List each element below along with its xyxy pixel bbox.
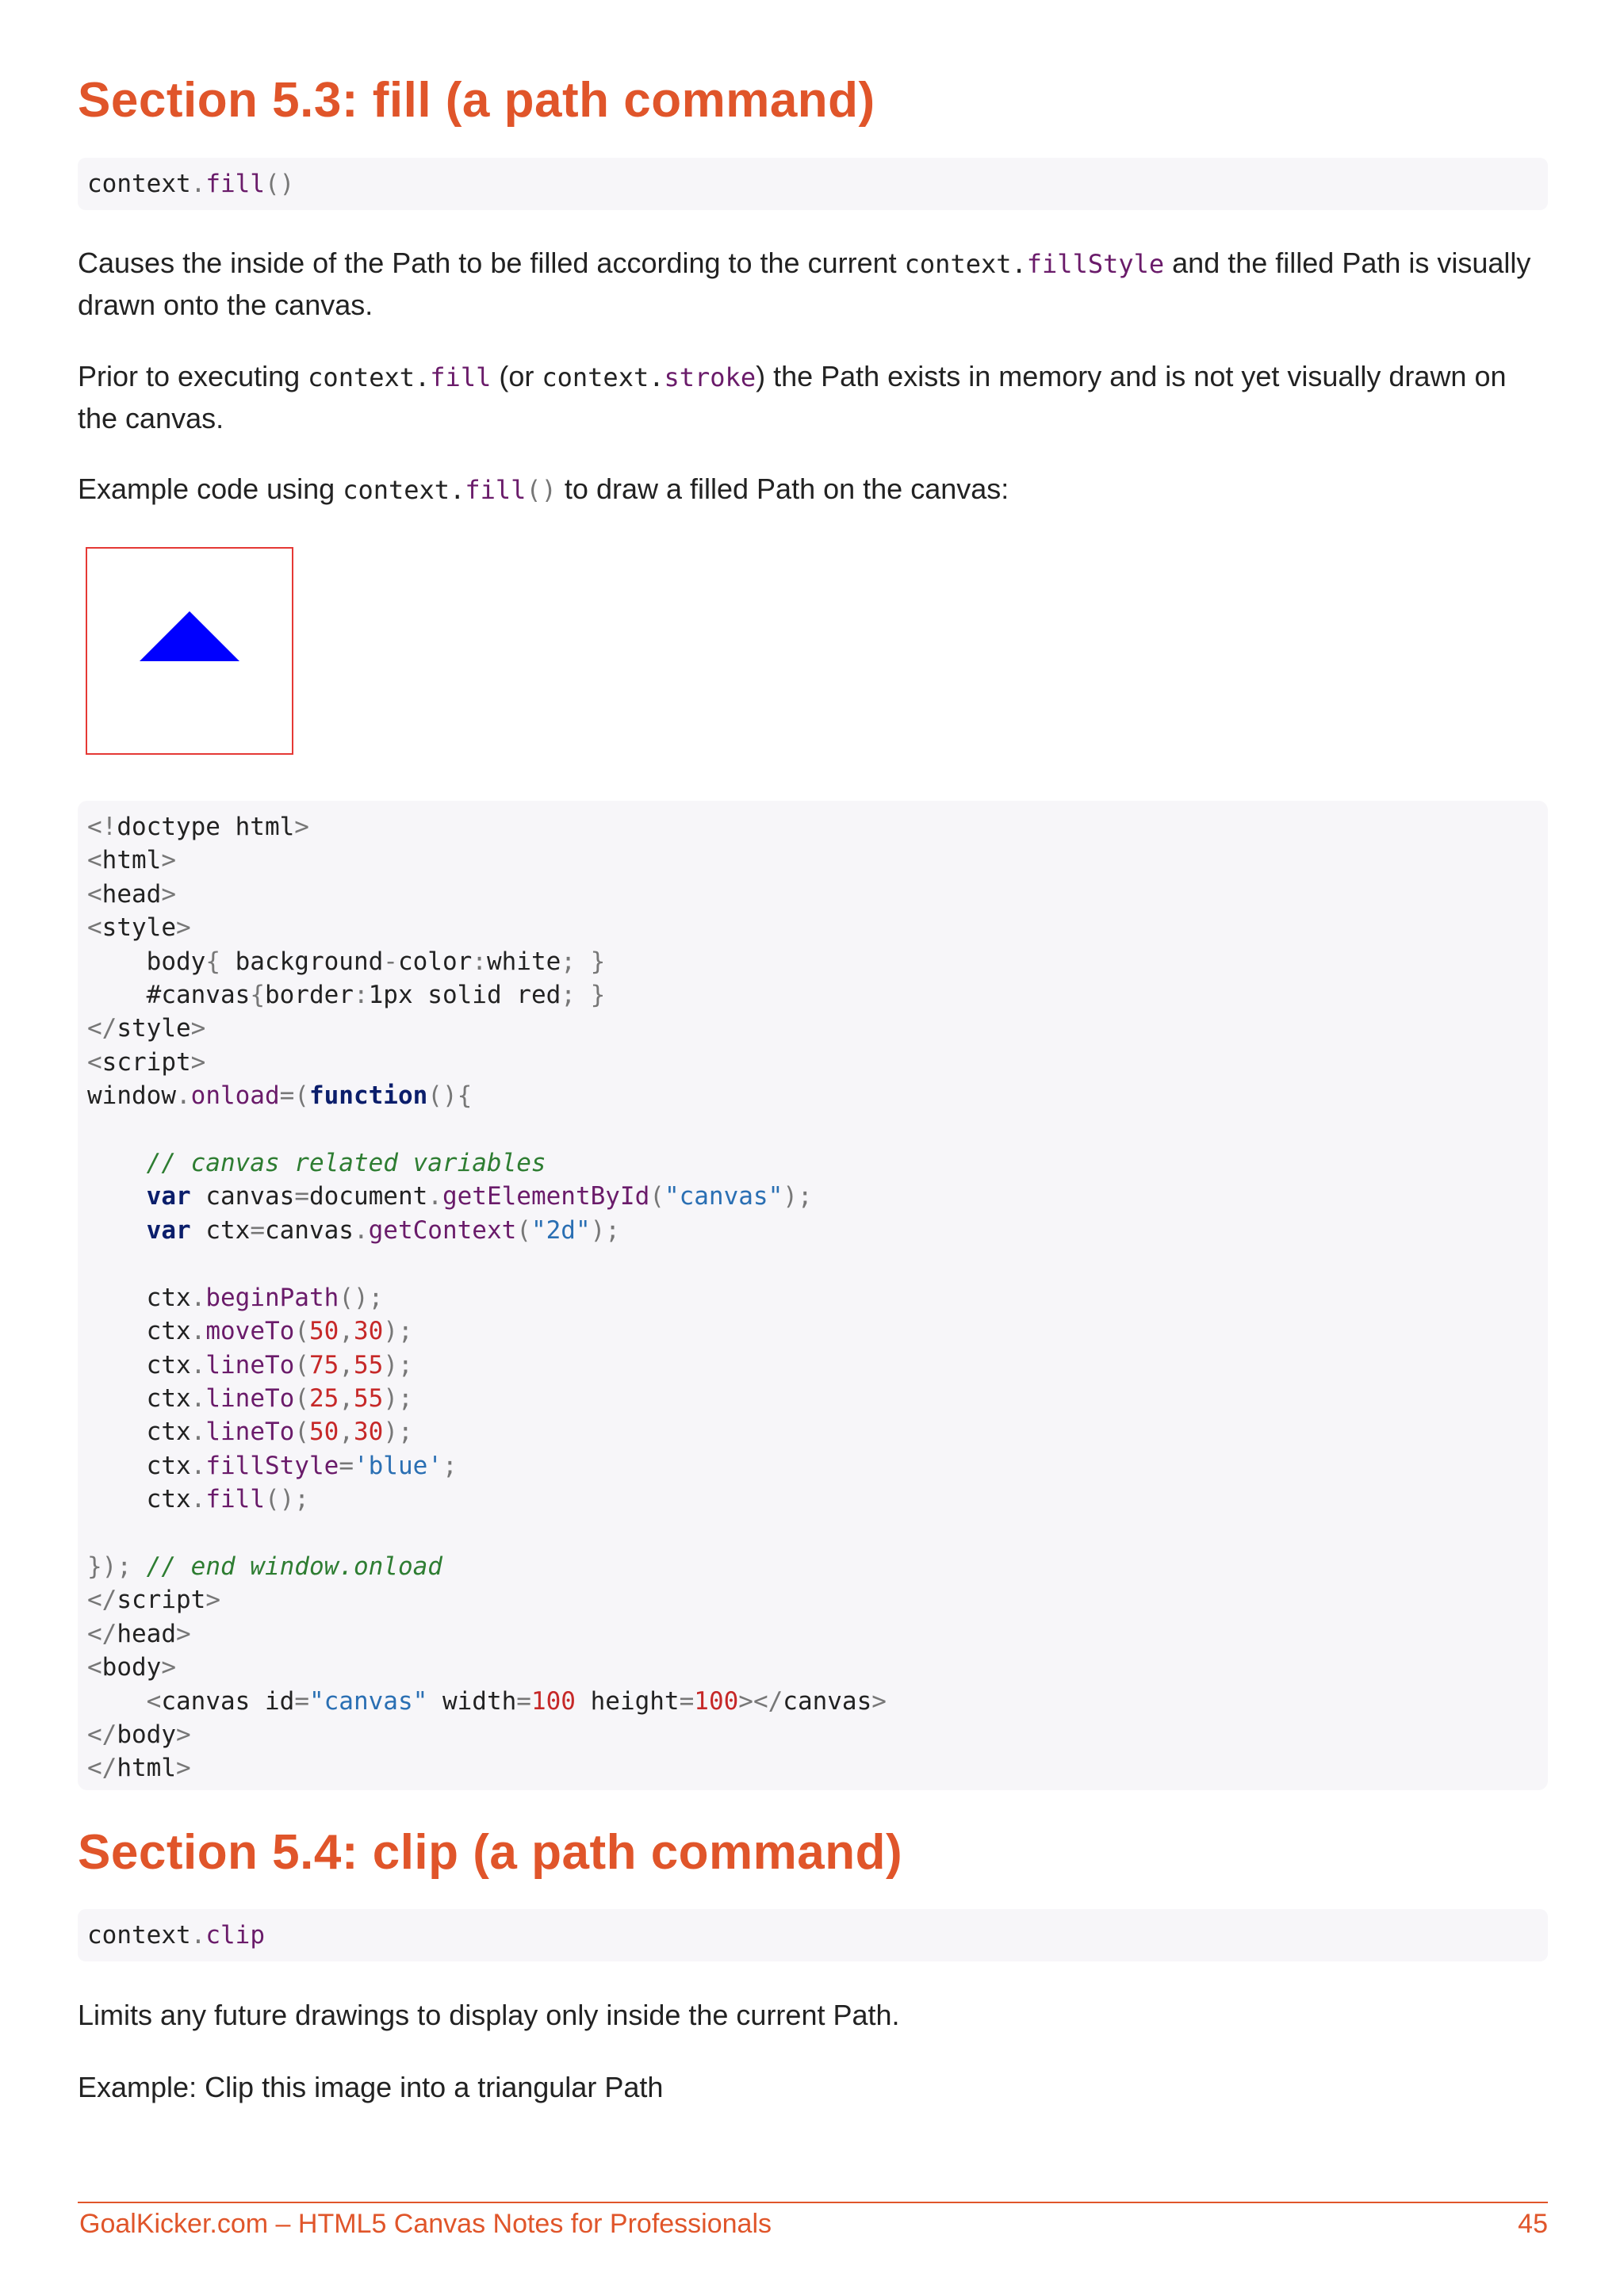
code-token: ); [383, 1383, 413, 1413]
paragraph-clip-description: Limits any future drawings to display only inside the current Path. [78, 1999, 900, 2031]
code-obj: context. [904, 249, 1027, 279]
code-token: document [308, 1182, 428, 1211]
code-token: { [250, 981, 265, 1010]
code-token: ( [516, 1215, 531, 1245]
inline-code-fill-call [343, 475, 557, 505]
code-token: . [190, 1383, 206, 1413]
paragraph-clip-example: Example: Clip this image into a triangular Path [78, 2071, 664, 2103]
code-token: > [161, 879, 176, 909]
code-token: getContext [368, 1215, 517, 1245]
code-token: 30 [353, 1418, 384, 1447]
code-token: . [190, 1350, 206, 1380]
code-token: canvas id [161, 1686, 295, 1716]
code-token: 50 [308, 1418, 339, 1447]
code-token: , [339, 1317, 354, 1346]
text-run: (or [491, 360, 542, 392]
code-token: 75 [308, 1350, 339, 1380]
code-token: body [117, 1720, 176, 1749]
code-token: > [176, 913, 191, 943]
code-token: ); [383, 1317, 413, 1346]
code-token: "2d" [530, 1215, 591, 1245]
code-token: </ [87, 1619, 117, 1648]
code-token: < [87, 913, 102, 943]
code-token: head [102, 879, 162, 909]
signature-block-fill [78, 158, 1548, 210]
code-token: ctx [190, 1215, 251, 1245]
code-token: window [87, 1081, 176, 1111]
code-token: height [575, 1686, 680, 1716]
code-token: white [486, 947, 561, 976]
code-token: > [175, 1720, 191, 1749]
code-token: ></ [738, 1686, 783, 1716]
code-token: = [339, 1451, 354, 1480]
code-token: var [87, 1215, 191, 1245]
signature-block-clip [78, 1909, 1548, 1961]
code-token: body [102, 1653, 162, 1682]
code-token: var [87, 1182, 191, 1211]
code-token: ctx [87, 1317, 191, 1346]
code-token: = [516, 1686, 531, 1716]
code-token: head [117, 1619, 176, 1648]
signature-object: context [87, 170, 191, 198]
code-token: lineTo [205, 1350, 295, 1380]
code-prop: stroke [664, 362, 756, 392]
signature-parens: () [264, 170, 295, 198]
code-token: > [175, 1754, 191, 1783]
code-token: ); [783, 1182, 813, 1211]
text-run: Prior to executing [78, 360, 308, 392]
code-token: = [294, 1686, 309, 1716]
signature-dot: . [190, 1921, 206, 1950]
code-token: }); [87, 1552, 132, 1581]
inline-code-fillstyle [905, 249, 1165, 279]
code-token: ); [383, 1350, 413, 1380]
code-token: beginPath [205, 1283, 339, 1312]
code-prop: fill [430, 362, 492, 392]
canvas-demo [86, 547, 293, 755]
code-token: > [871, 1686, 887, 1716]
code-token: = [679, 1686, 695, 1716]
code-token: ctx [87, 1485, 191, 1514]
code-token: > [175, 1619, 191, 1648]
code-obj: context. [308, 362, 431, 392]
code-token: </ [87, 1754, 117, 1783]
code-token: </ [87, 1586, 117, 1615]
footer-site-link[interactable]: GoalKicker.com – HTML5 Canvas Notes for Professionals [79, 2209, 772, 2239]
code-token: < [87, 846, 102, 875]
code-token: getElementById [442, 1182, 650, 1211]
code-token: canvas [783, 1686, 872, 1716]
code-token: : [472, 947, 487, 976]
code-token: ( [294, 1350, 309, 1380]
code-token: . [427, 1182, 442, 1211]
code-token: ctx [87, 1418, 191, 1447]
signature-object: context [87, 1921, 191, 1950]
signature-method: clip [205, 1921, 265, 1950]
code-token: 55 [353, 1383, 384, 1413]
code-token: ( [294, 1383, 309, 1413]
text-run: Causes the inside of the Path to be filled according to the current [78, 247, 905, 279]
code-token: canvas [190, 1182, 295, 1211]
signature-dot: . [190, 170, 206, 198]
code-token: "canvas" [308, 1686, 428, 1716]
code-token: . [190, 1283, 206, 1312]
filled-triangle [140, 611, 239, 661]
code-token: 100 [694, 1686, 739, 1716]
code-token: 100 [530, 1686, 576, 1716]
code-token: width [427, 1686, 517, 1716]
code-token: . [190, 1485, 206, 1514]
code-token: < [87, 1686, 162, 1716]
code-token: "canvas" [664, 1182, 783, 1211]
page-number: 45 [1518, 2209, 1548, 2239]
code-token: = [250, 1215, 265, 1245]
code-token: style [102, 913, 176, 943]
code-token: 'blue' [353, 1451, 442, 1480]
code-token: 30 [353, 1317, 384, 1346]
code-token: . [190, 1418, 206, 1447]
text-run: to draw a filled Path on the canvas: [556, 473, 1009, 505]
code-token: . [190, 1451, 206, 1480]
code-token: canvas [264, 1215, 354, 1245]
code-token: > [294, 813, 309, 841]
code-token: > [190, 1047, 206, 1077]
code-token: border [264, 981, 354, 1010]
code-token: #canvas [87, 981, 251, 1010]
footer-divider [78, 2202, 1548, 2203]
code-token: lineTo [205, 1383, 295, 1413]
code-example-block [78, 801, 1548, 1790]
code-token: onload [190, 1081, 280, 1111]
code-token: html [117, 1754, 176, 1783]
code-token: html [102, 846, 162, 875]
code-token: body [87, 947, 206, 976]
code-prop: fill [465, 475, 527, 505]
code-token: 25 [308, 1383, 339, 1413]
code-token: 1px solid red [368, 981, 561, 1010]
paragraph-fill-description [78, 243, 1548, 326]
code-token: = [294, 1182, 309, 1211]
code-token: - [383, 947, 398, 976]
code-token: color [397, 947, 473, 976]
code-token: , [339, 1418, 354, 1447]
code-token: > [161, 846, 176, 875]
code-token: </ [87, 1014, 117, 1043]
code-token: > [190, 1014, 206, 1043]
paragraph-example-intro [78, 469, 1548, 511]
code-token: ); [590, 1215, 620, 1245]
code-token: ; [442, 1451, 458, 1480]
code-token: ctx [87, 1383, 191, 1413]
code-token: <! [87, 813, 117, 841]
code-token: fillStyle [205, 1451, 339, 1480]
text-run: and the filled Path is visually drawn onto the canvas. [78, 247, 1531, 321]
code-token: (); [264, 1485, 309, 1514]
code-token: background [220, 947, 384, 976]
code-token: style [117, 1014, 191, 1043]
code-token: ; [561, 981, 576, 1010]
filled-triangle-figure [87, 549, 292, 753]
code-obj: context. [343, 475, 465, 505]
code-token: moveTo [205, 1317, 295, 1346]
code-token: ctx [87, 1283, 191, 1312]
code-token: =( [279, 1081, 309, 1111]
inline-code-stroke [542, 362, 756, 392]
code-token: } [575, 981, 606, 1010]
inline-code-fill [308, 362, 491, 392]
section-heading-5-3: Section 5.3: fill (a path command) [78, 73, 875, 128]
paragraph-prior-execution [78, 356, 1548, 439]
code-token: // canvas related variables [87, 1149, 546, 1178]
text-run: ) the Path exists in memory and is not yet visually drawn on the canvas. [78, 360, 1507, 434]
code-token: , [339, 1350, 354, 1380]
section-heading-5-4: Section 5.4: clip (a path command) [78, 1825, 903, 1880]
code-token: fill [205, 1485, 265, 1514]
code-token: : [353, 981, 369, 1010]
code-token: script [102, 1047, 191, 1077]
code-token: } [575, 947, 606, 976]
code-obj: context. [542, 362, 665, 392]
code-token: > [161, 1653, 176, 1682]
code-token: . [190, 1317, 206, 1346]
code-token: ( [649, 1182, 665, 1211]
code-token: . [175, 1081, 191, 1111]
code-token: > [205, 1586, 220, 1615]
code-token: // end window.onload [132, 1552, 442, 1581]
code-token: . [353, 1215, 369, 1245]
code-prop: fillStyle [1026, 249, 1165, 279]
signature-method: fill [205, 170, 265, 198]
code-token: ); [383, 1418, 413, 1447]
code-token: , [339, 1383, 354, 1413]
code-token: ( [294, 1418, 309, 1447]
text-run: Example code using [78, 473, 343, 505]
code-token: (){ [427, 1081, 473, 1111]
code-token: ctx [87, 1350, 191, 1380]
code-listing [87, 810, 1548, 1785]
code-parens: () [526, 475, 557, 505]
code-token: < [87, 879, 102, 909]
code-token: { [205, 947, 220, 976]
code-token: script [117, 1586, 206, 1615]
code-token: function [308, 1081, 428, 1111]
code-token: lineTo [205, 1418, 295, 1447]
code-token: < [87, 1653, 102, 1682]
code-token: ctx [87, 1451, 191, 1480]
code-token: ; [561, 947, 576, 976]
code-token: < [87, 1047, 102, 1077]
code-token: (); [339, 1283, 384, 1312]
code-token: ( [294, 1317, 309, 1346]
code-token: doctype html [117, 813, 295, 841]
code-token: </ [87, 1720, 117, 1749]
code-token: 50 [308, 1317, 339, 1346]
code-token: 55 [353, 1350, 384, 1380]
